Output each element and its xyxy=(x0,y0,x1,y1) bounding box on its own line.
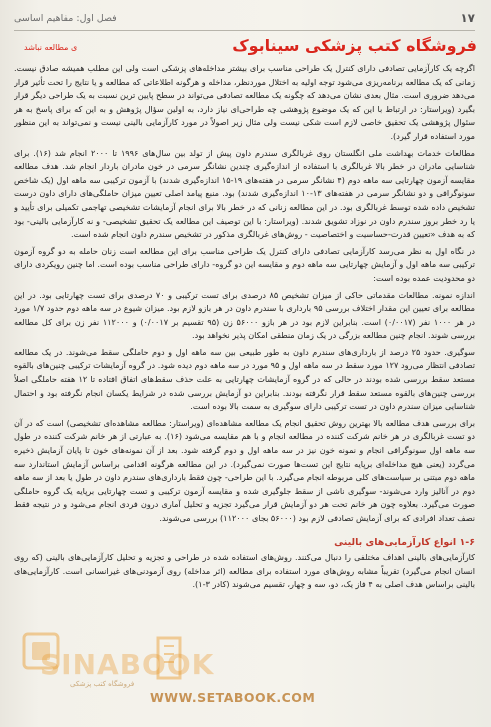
page-number: ۱۷ xyxy=(460,11,475,25)
store-watermark-banner: فروشگاه کتب پزشکی سینابوک xyxy=(232,36,477,55)
paragraph-4: اندازه نمونه. مطالعات مقدماتی حاکی از میزان تشخیص ۸۵ درصدی برای تست ترکیبی و ۷۰ درصدی برای تست چهارتایی بود. در این مطالعه برای تعیین این مقدار اختلاف بررسی ۹۵ بارداری با سندرم داون در هر بازو لازم بود. میزان شیوع در سه ماهه دوم حدود ۱/۷ مورد در هر ۱۰۰۰ نفر (۰/۰۰۱۷) است. بنابراین لازم بود در هر بازو ۵۶۰۰۰ زن (۹۵ تقسیم بر ۰/۰۰۱۷) و ۱۱۲۰۰۰ نفر زن برای کل مطالعه بررسی شوند. انجام چنین مطالعه بزرگی در یک زمان منطقی امکان پذیر نخواهد بود. xyxy=(14,289,475,341)
paragraph-6: برای بررسی هدف مطالعه بالا بهترین روش تحقیق انجام یک مطالعه مشاهده‌ای (ویراستار: مطالعه مشاهده‌ای تشخیصی) است که در آن دو تست غربالگری در هر خانم شرکت کننده در مطالعه انجام و با هم مقایسه می‌شود (۱۶). به عبارتی از هر خانم شرکت کننده در طول سه ماهه اول سونوگرافی انجام و نمونه خون نیز در سه ماهه اول و دوم گرفته شود. بعد از آن نمونه‌های خون تا پایان آزمایش ذخیره می‌گردد (یعنی هیچ مداخله‌ای برپایه نتایج این تست‌ها صورت نمی‌گیرد). در این مطالعه هرگونه اقدامی براساس آزمایش استاندارد سه ماهه دوم مبتنی بر سیاست‌های کلی مربوطه انجام می‌گیرد. با این طراحی- چون فقط بارداری‌های سندرم داون در طول یا بعد از سه ماهه دوم در آنالیز وارد می‌شوند- سوگیری ناشی از سقط جلوگیری شده و مقایسه آزمون ترکیبی و تست چهارتایی برپایه یک گروه حاملگی صورت می‌گیرد. بعلاوه چون هر خانم تحت هر دو آزمایش قرار می‌گیرد تجزیه و تحلیل آماری درون فردی انجام می‌شود و در نتیجه فقط نصف تعداد افرادی که برای آزمایش تصادفی لازم بود (۵۶۰۰۰ بجای ۱۱۲۰۰۰) بررسی می‌شوند. xyxy=(14,417,475,523)
page-header xyxy=(14,6,475,30)
chapter-title: فصل اول: مفاهیم اساسی xyxy=(14,12,117,24)
paragraph-5: سوگیری. حدود ۲۵ درصد از بارداری‌های سندرم داون به طور طبیعی بین سه ماهه اول و دوم حاملگی سقط می‌شوند. در یک مطالعه تصادفی انتظار می‌رود ۱۲۷ مورد سقط در سه ماهه اول و ۹۵ مورد در سه ماهه دوم دیده شود. در گروه آزمایشات ترکیبی چنین‌های بالقوه مستعد سقط بررسی شده بودند در حالی که در گروه آزمایشات چهارتایی به علت حذف سقط‌های اتفاق افتاده تا ۱۲ هفته حاملگی اصلاً بررسی چنین‌های بالقوه مستعد سقط قرار نگرفته بودند. بنابراین دو آزمایش بررسی شده در شرایط یکسان انجام نگرفته بود و احتمال شناسایی میزان سندرم داون در تست ترکیبی دارای سوگیری به سمت بالا بوده است. xyxy=(14,346,475,412)
header-divider xyxy=(14,30,475,31)
closing-paragraph: کارآزمایی‌های بالینی اهداف مختلفی را دنبال می‌کنند. روش‌های استفاده شده در طراحی و تجزیه و تحلیل کارآزمایی‌های بالینی (که روی انسان انجام می‌گیرد) تقریباً مشابه روش‌های مورد استفاده برای مطالعه (اثر مداخله) روی آزمودنی‌های غیرانسانی است. کارآزمایی‌های بالینی براساس هدف اصلی به ۴ فاز یک، دو، سه و چهار، تقسیم می‌شوند (کادر ۳-۱). xyxy=(14,552,475,590)
section-number: ۱-۶ xyxy=(459,536,475,548)
website-link[interactable]: WWW.SETABOOK.COM xyxy=(150,690,316,705)
logo-subtitle: فروشگاه کتب پزشکی xyxy=(70,680,135,688)
page-body xyxy=(14,62,475,692)
logo-wordmark: SINABOOK xyxy=(40,648,215,681)
banner-overlap-text: ی مطالعه نباشد xyxy=(24,43,78,52)
section-heading xyxy=(14,536,475,550)
paragraph-2: مطالعات خدمات بهداشت ملی انگلستان روی غربالگری سندرم داون پیش از تولد بین سال‌های ۱۹۹۶ تا ۲۰۰۰ انجام شد (۱۶). برای شناسایی مادران در خطر بالا غربالگری با استفاده از اندازه‌گیری چندین نشانگر سرمی در خون مادران باردار انجام شد. هدف مطالعه مقایسه آزمون چهارتایی سه ماهه دوم (۴ نشانگر سرمی در هفته‌های ۱۹-۱۵ اندازه‌گیری شدند) با آزمون ترکیبی سه ماهه اول (یک شاخص سونوگرافی و دو نشانگر سرمی در هفته‌های ۱۳-۱۰ اندازه‌گیری شدند) بود. منبع پیامد اصلی تعیین میزان حاملگی‌های دارای داون درست تشخیص داده شده توسط غربالگری بود. در این مطالعه زنانی که در خطر بالا برای انجام آزمایشات تشخیصی تهاجمی تکمیلی برای تأیید و یا رد خطر بروز سندرم داون در نوزاد تشویق شدند. (ویراستار: با این توصیف این مطالعه یک تحقیق تشخیصی- و نه کارآزمایی بالینی- بود که به هدف «تعیین قدرت-حساسیت و اختصاصیت - روش‌های غربالگری مذکور در تشخیص سندرم داون انجام شده است. xyxy=(14,147,475,240)
paragraph-1: اگرچه یک کارآزمایی تصادفی دارای کنترل یک طراحی مناسب برای بیشتر مداخله‌های پزشکی است ولی این مطلب همیشه صادق نیست. زمانی که یک مطالعه برنامه‌ریزی می‌شود توجه اولیه به اختلال موردنظر، مداخله و هرگونه اطلاعاتی که مطالعه و یا نتایج را تحت تأثیر قرار می‌دهد ضروری است. مثال بعدی نشان می‌دهد که چگونه یک مطالعه تصادفی می‌تواند در سطح پایین ترین نسبت به یک طراحی دیگر قرار بگیرد (ویراستار: در ارتباط با این که یک موضوع پژوهشی چه طراحی‌ای نیاز دارد، به اولین سؤال پژوهش و به این که برای پاسخ به هر سئوال پژوهشی یک تحقیق خاصی لازم است شکی نیست ولی مثال زیر اصولاً در مورد کارآزمایی بالینی نیست و نمی‌تواند به این منظور مورد استفاده قرار گیرد). xyxy=(14,63,475,141)
section-title-text: انواع کارآزمایی‌های بالینی xyxy=(334,536,457,548)
paragraph-3: در نگاه اول به نظر می‌رسد کارآزمایی تصادفی دارای کنترل یک طراحی مناسب برای این مطالعه است زنان حامله به دو گروه آزمون ترکیبی سه ماهه اول و آزمایش چهارتایی سه ماهه دوم و مقایسه این دو گروه- دارای طراحی مناسب بوده است. اما چنین رویکردی دارای دو محدودیت عمده بوده است: xyxy=(14,245,475,283)
